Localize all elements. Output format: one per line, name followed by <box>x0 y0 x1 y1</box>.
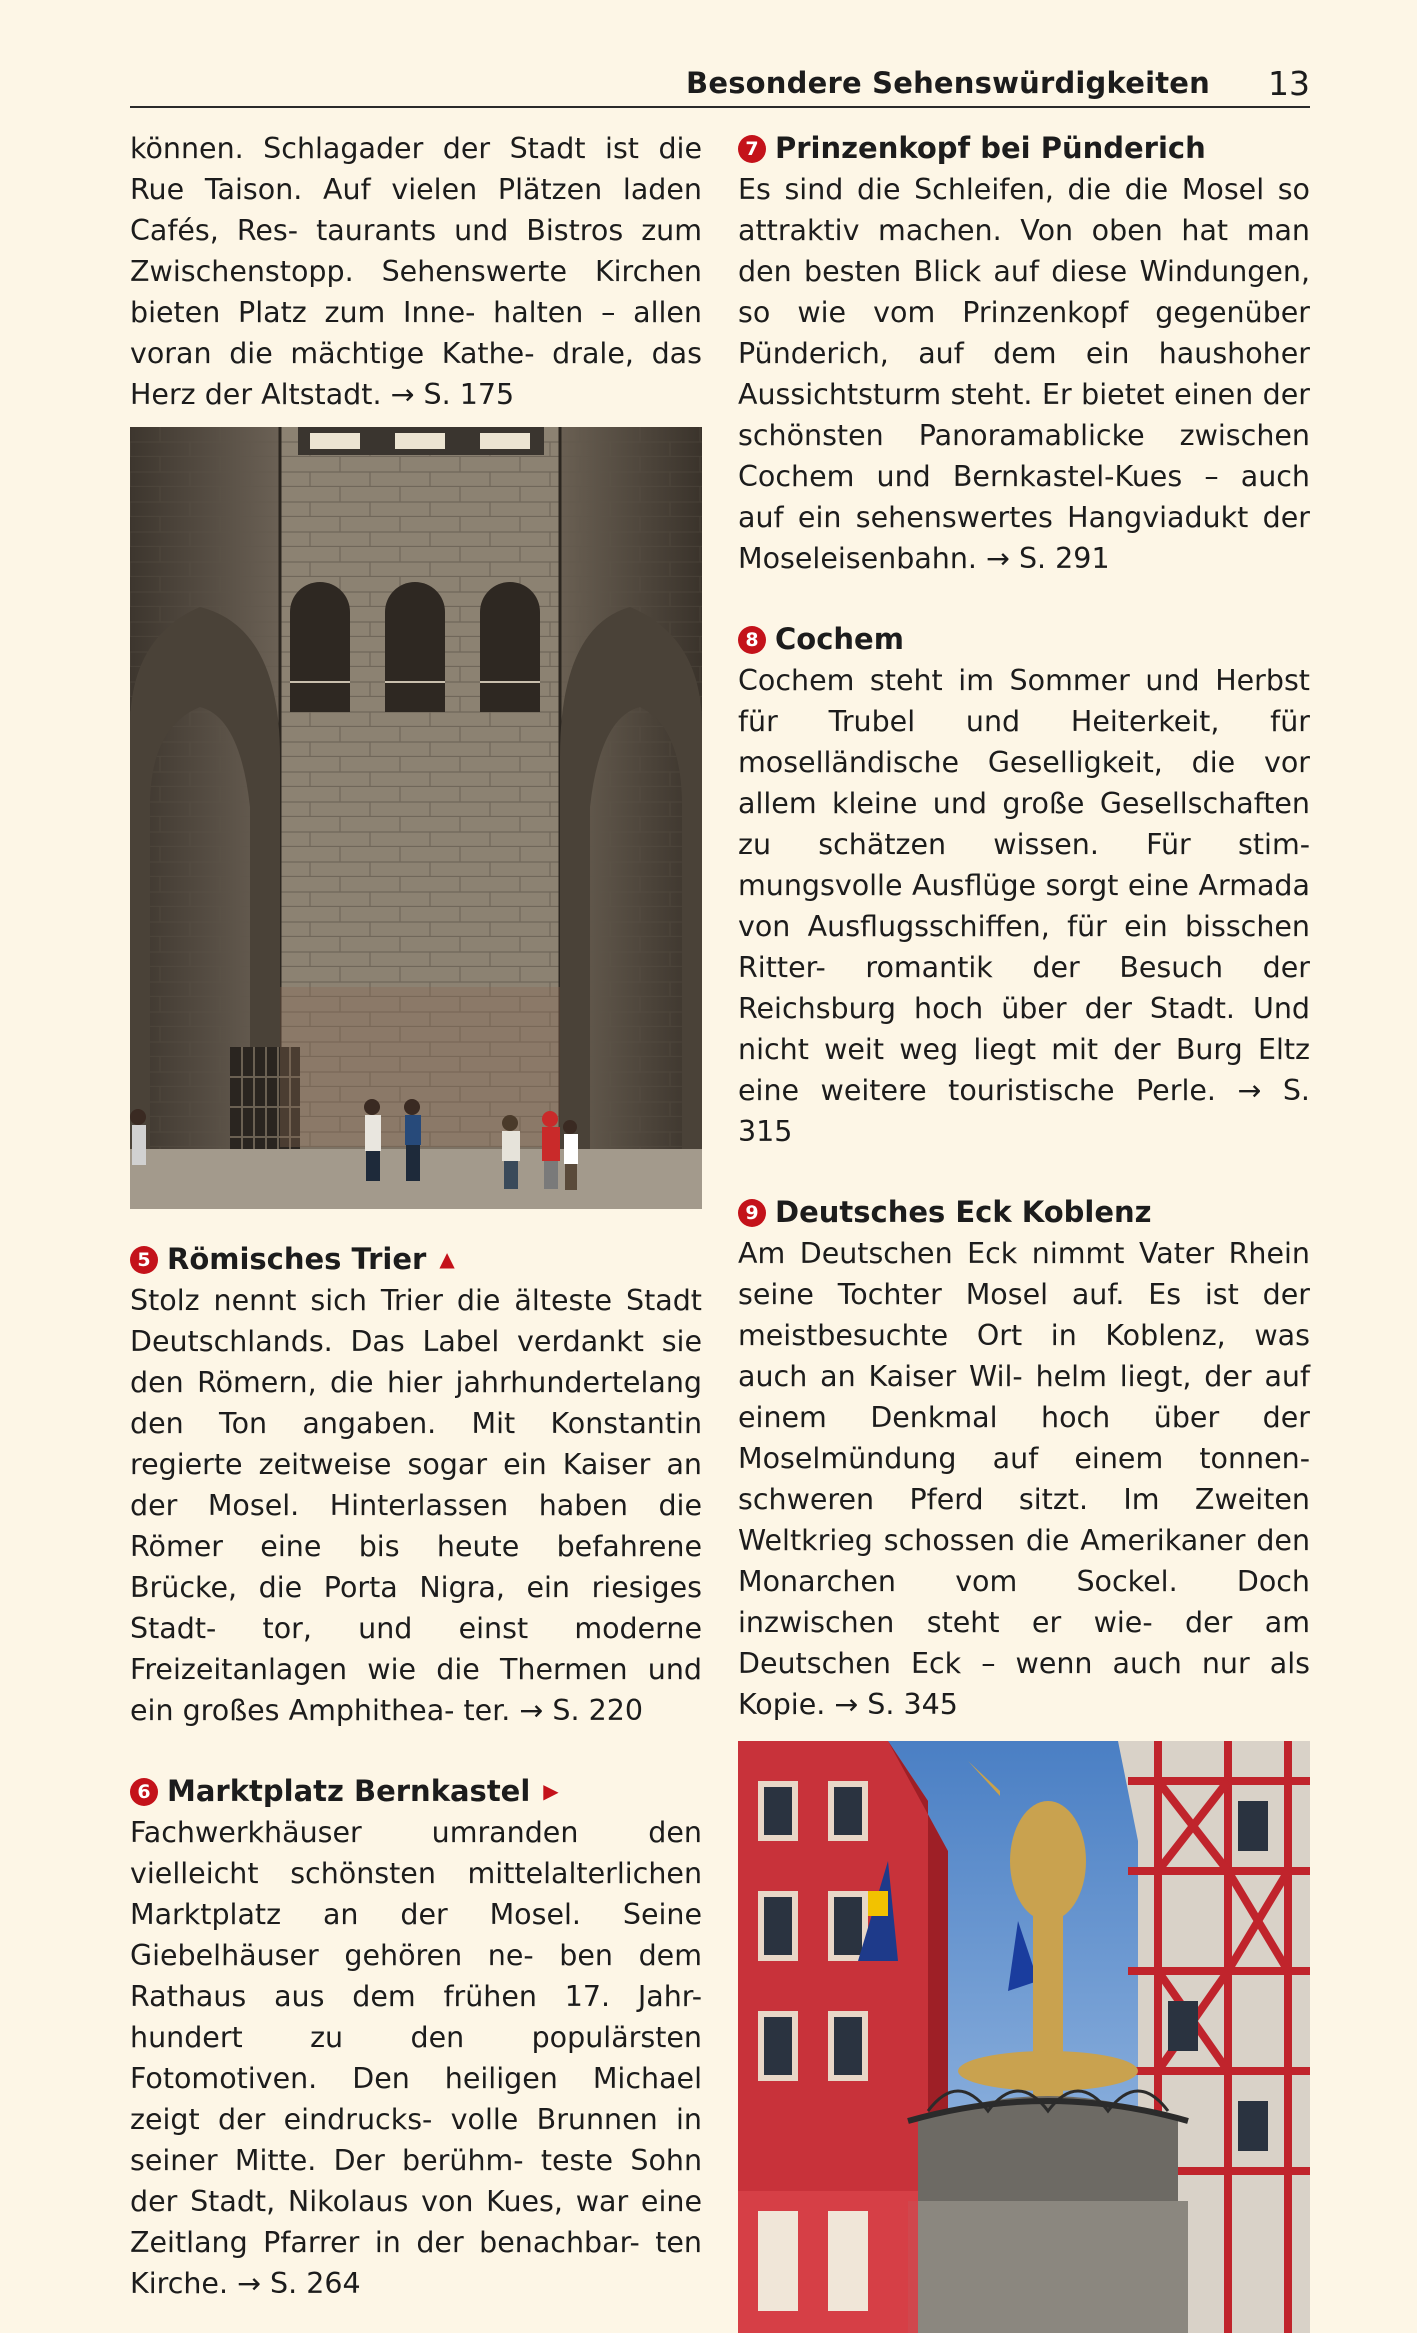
entry-text: Stolz nennt sich Trier die älteste Stadt Deutschlands. Das Label verdankt sie den Römern, die hier jahrhundertelang den Ton angaben. Mit Konstantin regierte zeitweise sogar ein Kaiser an der Mosel. Hinterlassen haben die Römer eine bis heute befahrene Brücke, die Porta Nigra, ein riesiges Stadt- tor, und einst moderne Freizeitanlagen wie die Thermen und ein großes Amphithea- ter. → S. 220 <box>130 1284 703 1727</box>
entry-marktplatz-bernkastel <box>130 1771 702 2304</box>
entry-text: Am Deutschen Eck nimmt Vater Rhein seine Tochter Mosel auf. Es ist der meistbesuchte Ort in Koblenz, was auch an Kaiser Wil- helm liegt, der auf einem Denkmal hoch über der Moselmündung auf einem tonnen- schweren Pferd sitzt. Im Zweiten Weltkrieg schossen die Amerikaner den Monarchen vom Sockel. Doch inzwischen steht er wie- der am Deutschen Eck – wenn auch nur als Kopie. → S. 345 <box>738 1237 1311 1721</box>
entry-number-badge: 9 <box>738 1199 766 1227</box>
entry-text: Es sind die Schleifen, die die Mosel so attraktiv machen. Von oben hat man den besten Blick auf diese Windungen, so wie vom Prinzenkopf gegenüber Pünderich, auf dem ein haushoher Aussichtsturm steht. Er bietet einen der schönsten Panoramablicke zwischen Cochem und Bernkastel-Kues – auch auf ein sehenswertes Hangviadukt der Moseleisenbahn. → S. 291 <box>738 173 1311 575</box>
entry-prinzenkopf <box>738 128 1310 579</box>
entry-cochem <box>738 619 1310 1152</box>
entry-text: Cochem steht im Sommer und Herbst für Trubel und Heiterkeit, für moselländische Geselligkeit, die vor allem kleine und große Gesellschaften zu schätzen wissen. Für stim- mungsvolle Ausflüge sorgt eine Armada von Ausflugsschiffen, für ein bisschen Ritter- romantik der Besuch der Reichsburg hoch über der Stadt. Und nicht weit weg liegt mit der Burg Eltz eine weitere touristische Perle. → S. 315 <box>738 664 1311 1148</box>
entry-text: Fachwerkhäuser umranden den vielleicht schönsten mittelalterlichen Marktplatz an der Mosel. Seine Giebelhäuser gehören ne- ben dem Rathaus aus dem frühen 17. Jahr- hundert zu den populärsten Fotomotiven. Den heiligen Michael zeigt der eindrucks- volle Brunnen in seiner Mitte. Der berühm- teste Sohn der Stadt, Nikolaus von Kues, war eine Zeitlang Pfarrer in der benachbar- ten Kirche. → S. 264 <box>130 1816 703 2300</box>
porta-nigra-photo <box>130 427 702 1209</box>
entry-title: Prinzenkopf bei Pünderich <box>775 131 1206 165</box>
entry-number-badge: 5 <box>130 1246 158 1274</box>
entry-number-badge: 7 <box>738 135 766 163</box>
right-column <box>738 128 1310 2333</box>
entry-roemisches-trier <box>130 1239 702 1731</box>
entry-title: Cochem <box>775 622 904 656</box>
triangle-up-icon: ▲ <box>439 1247 455 1271</box>
entry-number-badge: 6 <box>130 1778 158 1806</box>
left-column <box>130 128 702 2304</box>
entry-title: Marktplatz Bernkastel <box>167 1774 531 1808</box>
triangle-right-icon: ▶ <box>543 1779 559 1803</box>
section-title: Besondere Sehenswürdigkeiten <box>686 66 1210 100</box>
entry-title: Deutsches Eck Koblenz <box>775 1195 1152 1229</box>
entry-title: Römisches Trier <box>167 1242 427 1276</box>
bernkastel-marketplace-photo <box>738 1741 1310 2333</box>
entry-deutsches-eck <box>738 1192 1310 1725</box>
entry-number-badge: 8 <box>738 626 766 654</box>
page-number: 13 <box>1268 64 1310 103</box>
intro-paragraph: können. Schlagader der Stadt ist die Rue Taison. Auf vielen Plätzen laden Cafés, Res- taurants und Bistros zum Zwischenstopp. Sehenswerte Kirchen bieten Platz zum Inne- halten – allen voran die mächtige Kathe- drale, das Herz der Altstadt. → S. 175 <box>130 132 702 411</box>
running-header <box>130 62 1310 108</box>
